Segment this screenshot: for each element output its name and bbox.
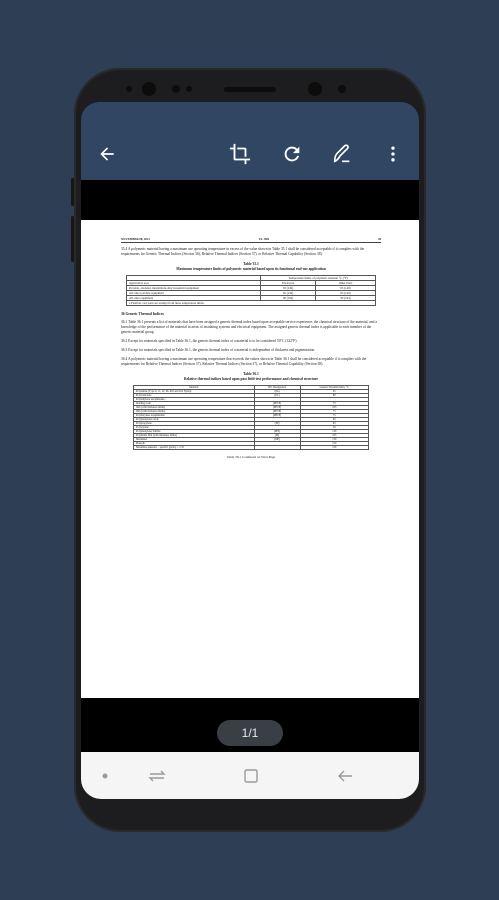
sensor-dot [186,86,192,92]
table-cell: 150 [300,446,368,450]
table-cell: 75 [300,414,368,418]
top-toolbar [81,128,419,180]
table-cell: (PPS) [254,430,300,434]
table-cell: All other portable equipment [127,291,261,296]
table-cell: film (with thickness limits) [134,410,255,414]
table-cell: 65 [300,390,368,394]
table-cell: 90 (194) [316,296,376,301]
table-35-1 [126,275,376,306]
table2-col-material: Material [134,386,255,390]
table-cell: (PBTP) [254,414,300,418]
table-cell: (MF) [254,438,300,442]
paragraph-36-2: 36.2 Except for materials specified in Table 36.1, the generic thermal index of a material is to be considered 50°C (122°F). [121,339,298,343]
sensor-dot [172,85,180,93]
table-cell [254,446,300,450]
table-cell: 65 (149) [316,286,376,291]
back-arrow-icon[interactable] [91,138,123,170]
sensor-dot [126,86,132,92]
document-viewer[interactable] [81,180,419,752]
paragraph-36-1: 36.1 Table 36.1 presents a list of materials that have been assigned a generic thermal index based upon acceptable service experience, the chemical structure of the material, and a knowledge of the performance of the material in areas of insulating systems and electrical equipment. The assigned generic thermal index is applicable to each member of the generic material group. [121,320,377,334]
table-cell: Polyethylene terephthalate – [134,398,255,402]
power-button [71,216,74,262]
front-camera [308,82,322,96]
table1-col-other: Other Parts [316,281,376,286]
table1-footnote: a Flexible cord parts are exempt from these temperature limits. [127,301,376,306]
speaker-grille [224,87,276,92]
table-cell: Portable, attended, intermittent-duty household equipment [127,286,261,291]
table-cell: Polybutylene terephthalate [134,414,255,418]
table-cell: 65 (149) [261,286,316,291]
table-36-1 [133,385,369,450]
table-row [134,446,369,450]
paragraph-36-3: 36.3 Except for materials specified in Table 36.1, the generic thermal index of a material is independent of thickness and pigmentation. [121,348,316,352]
table-cell: 75 [300,402,368,406]
table-cell: 130 [300,430,368,434]
table-cell: 150 [300,442,368,446]
table-cell: (PETP) [254,406,300,410]
status-bar [81,102,419,128]
navigation-bar [81,752,419,799]
table1-col-enclosure: Enclosure [261,281,316,286]
table-cell: Melamine [134,438,255,442]
crop-icon[interactable] [224,138,256,170]
table-cell: 65 (149) [316,291,376,296]
continued-note: Table 36.1 Continued on Next Page [226,455,276,459]
draw-icon[interactable] [326,138,358,170]
table2-col-index: Generic Thermal Index, °C [300,386,368,390]
table-cell: film (with thickness limits) [134,406,255,410]
sensor-dot [338,85,346,93]
section-heading: 36 Generic Thermal Indices [121,312,164,316]
table-cell: 130 [300,438,368,442]
volume-button [71,178,74,206]
more-vert-icon[interactable] [377,138,409,170]
page-indicator: 1/1 [217,720,283,746]
table-cell: Melamine-phenolic – specific gravity ≥ 1.55 [134,446,255,450]
table-cell: Phenolic [134,442,255,446]
table-cell: Polycarbonate [134,394,255,398]
recent-apps-icon[interactable] [147,766,167,786]
table-cell: (PP) [254,422,300,426]
table-cell: Polyamide (Type 6, 11, 12, 66, 610 and 612 Nylon) [134,390,255,394]
table1-col-application: Application area [127,281,261,286]
table1-title: Table 35.1 [243,262,259,266]
table-cell: 105 [300,406,368,410]
dot-icon [95,766,115,786]
table-cell: Polyimide film (with thickness limits) [134,434,255,438]
table-cell: 105 [300,434,368,438]
table-cell: (PA) [254,390,300,394]
document-content [121,237,381,459]
table1-subtitle: Maximum temperature limits of polymeric material based upon its functional end-use application [176,267,326,271]
header-page-number: 49 [378,237,381,241]
table-cell: 75 [300,410,368,414]
table-cell: 90 (194) [261,296,316,301]
table-cell: (PETP) [254,410,300,414]
phone-screen [81,102,419,799]
header-date: NOVEMBER 08, 2021 [121,237,150,241]
paragraph-35-4: 35.4 A polymeric material having a maximum use operating temperature in excess of the value shown in Table 35.1 shall be considered acceptable if it complies with the requirements for Generic Thermal Indices (Section 36), Relative Thermal Indices (Section 37), or Relative Thermal Capability (Section 38). [121,247,365,256]
table-cell: 65 (149) [261,291,316,296]
table-cell: 80 [300,394,368,398]
table2-title: Table 36.1 [243,372,259,376]
table-cell: Polyphenylene Sulfide [134,430,255,434]
table-cell: (PC) [254,394,300,398]
table-cell: 65 [300,418,368,422]
table-cell: 65 [300,422,368,426]
table-cell: Polypropylene [134,422,255,426]
rotate-icon[interactable] [276,138,308,170]
home-icon[interactable] [241,766,261,786]
table2-subtitle: Relative thermal indices based upon past field-test performance and chemical structure [184,377,318,381]
page-header [121,237,381,243]
table-cell: (PETP) [254,402,300,406]
table-cell: (PI) [254,434,300,438]
table-cell: 50 [300,426,368,430]
paragraph-36-4: 36.4 A polymeric material having a maximum use operating temperature that exceeds the values shown in Table 36.1 shall be considered acceptable if it complies with the requirements for Relative Thermal Indices (Section 37), Relative Thermal Indices (Section 37), or Relative Thermal Capability (Section 38). [121,357,367,366]
table-cell: All other equipment [127,296,261,301]
camera-lens [142,82,156,96]
table-cell: Polystyrene [134,426,255,430]
table1-head-span: Temperature limits of polymeric material °C (°F) [261,276,376,281]
table2-col-iec: IEC Designation [254,386,300,390]
table-cell: molding resin [134,402,255,406]
table-cell: Polyphenylene oxide [134,418,255,422]
header-standard: UL 1581 [258,237,270,241]
document-page[interactable] [81,220,419,698]
back-icon[interactable] [335,766,355,786]
